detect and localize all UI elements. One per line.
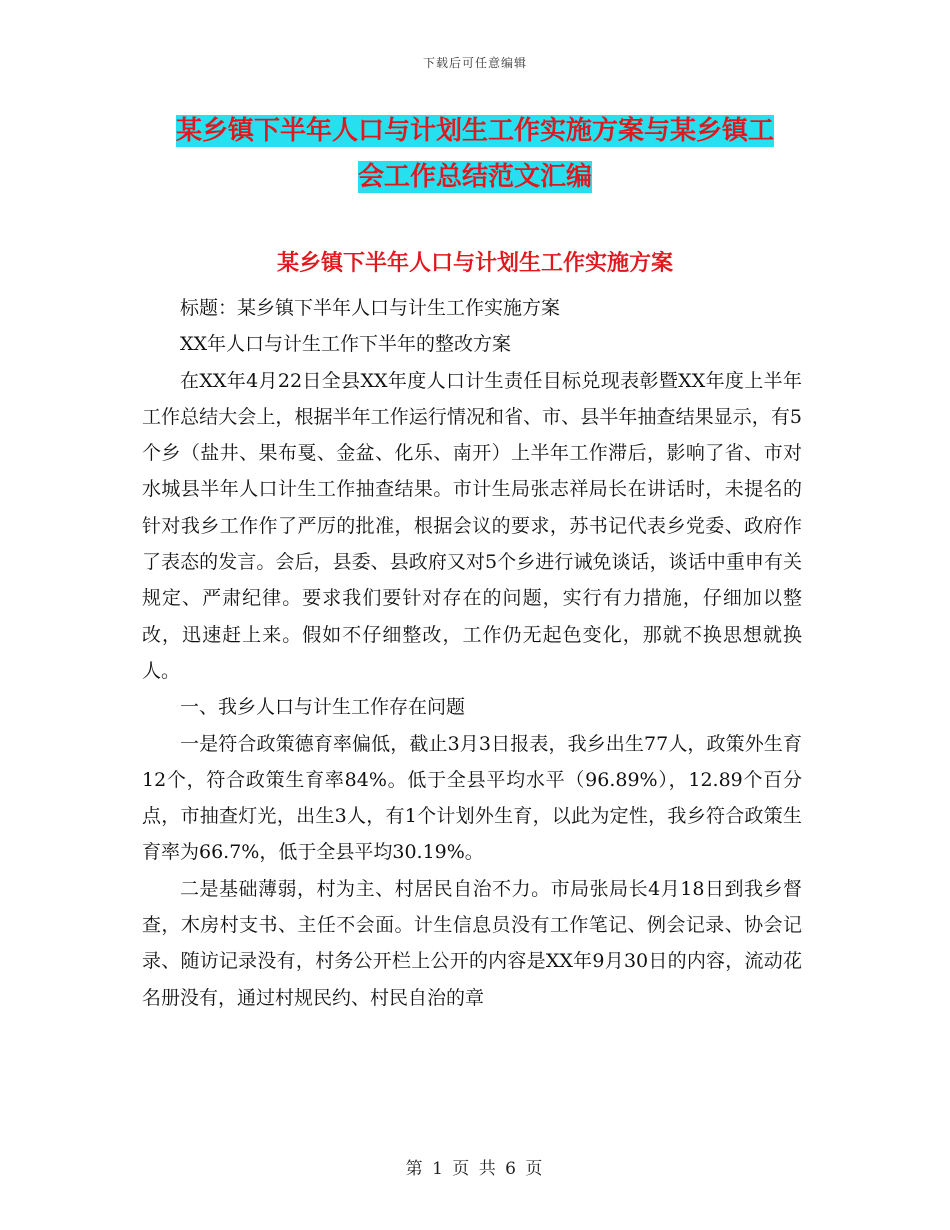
paragraph-problem-2: 二是基础薄弱，村为主、村居民自治不力。市局张局长4月18日到我乡督查，木房村支书、主任不会面。计生信息员没有工作笔记、例会记录、协会记录、随访记录没有，村务公开栏上公开的内容是XX年9月30日的内容，流动花名册没有，通过村规民约、村民自治的章 (142, 877, 802, 1009)
paragraph-plan-title: XX年人口与计生工作下半年的整改方案 (180, 333, 512, 356)
document-body (142, 290, 802, 1016)
paragraph-problem-1: 一是符合政策德育率偏低，截止3月3日报表，我乡出生77人，政策外生育12个，符合政策生育率84%。低于全县平均水平（96.89%），12.89个百分点，市抽查灯光，出生3人，有1个计划外生育，以此为定性，我乡符合政策生育率为66.7%，低于全县平均30.19%。 (142, 732, 802, 864)
header-note: 下载后可任意编辑 (422, 56, 527, 70)
section-title: 某乡镇下半年人口与计划生工作实施方案 (276, 251, 673, 276)
paragraph-intro: 在XX年4月22日全县XX年度人口计生责任目标兑现表彰暨XX年度上半年工作总结大会上，根据半年工作运行情况和省、市、县半年抽查结果显示，有5个乡（盐井、果布戛、金盆、化乐、南开）上半年工作滞后，影响了省、市对水城县半年人口计生工作抽查结果。市计生局张志祥局长在讲话时，未提名的针对我乡工作作了严厉的批准，根据会议的要求，苏书记代表乡党委、政府作了表态的发言。会后，县委、县政府又对5个乡进行诫免谈话，谈话中重申有关规定、严肃纪律。要求我们要针对存在的问题，实行有力措施，仔细加以整改，迅速赶上来。假如不仔细整改，工作仍无起色变化，那就不换思想就换人。 (142, 369, 802, 682)
paragraph-section-heading: 一、我乡人口与计生工作存在问题 (180, 696, 466, 719)
main-title-line2: 会工作总结范文汇编 (357, 162, 592, 192)
paragraph-heading: 标题：某乡镇下半年人口与计生工作实施方案 (180, 297, 561, 319)
main-title-line1: 某乡镇下半年人口与计划生工作实施方案与某乡镇工 (175, 116, 774, 146)
main-title (120, 108, 830, 200)
page-footer: 第 1 页 共 6 页 (405, 1159, 545, 1179)
